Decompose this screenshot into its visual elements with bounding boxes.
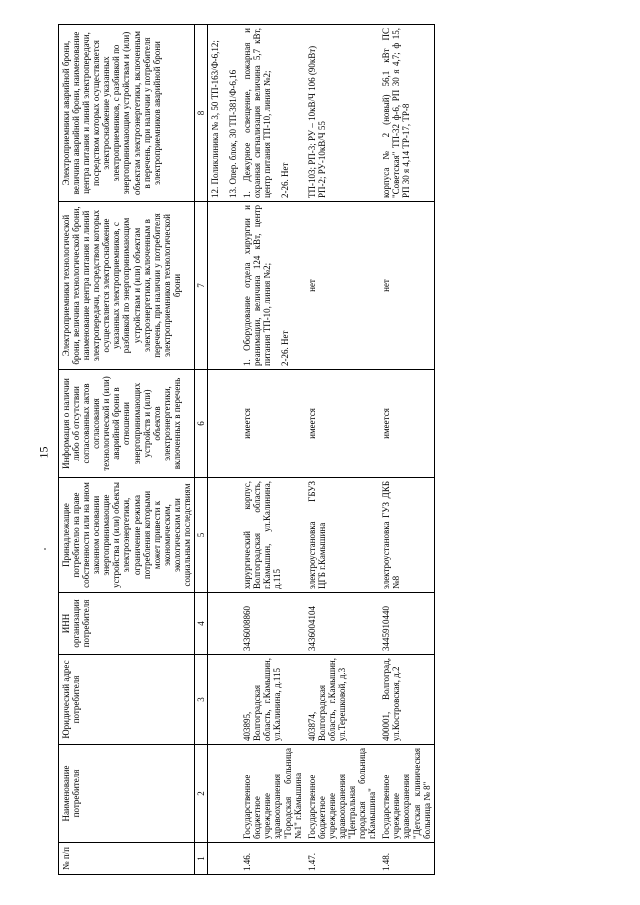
tech-reserve-cell <box>379 202 434 370</box>
page-number: 15 <box>36 446 51 459</box>
emergency-reserve-item: РП-2; РУ-10кВ/Ч 55 <box>316 121 327 198</box>
header-num: № п/п <box>59 843 195 875</box>
emergency-reserve-cell <box>379 25 434 202</box>
table-row <box>379 25 434 875</box>
emergency-reserve-cell <box>240 25 304 202</box>
emergency-reserve-item: 2-26. Нет <box>280 162 291 198</box>
tech-reserve-item: нет <box>381 279 392 292</box>
header-emergency-reserve: Электроприемники аварийной брони, величина аварийной брони, наименование центра питания и линий электропередачи, посредством которых осуществляется электроснабжение указанных электроприемников, с разбивкой по энергопринимающим устройствам и (или) объектам электроэнергетики, включенным в перечень, при наличии у потребителя электроприемников аварийной брони <box>59 25 195 202</box>
row-number: 1.46. <box>240 843 304 875</box>
column-number: 4 <box>195 593 208 655</box>
consumer-devices: хирургический корпус, Волгоградская область, г.Камышин, ул.Калинина, д.115 <box>240 478 304 593</box>
consumer-devices: электроустановка ГБУЗ ЦГБ г.Камышина <box>305 478 380 593</box>
column-number: 2 <box>195 745 208 843</box>
column-number: 8 <box>195 25 208 202</box>
row-number: 1.47. <box>305 843 380 875</box>
row-number: 1.48. <box>379 843 434 875</box>
header-acts: Информация о наличии либо об отсутствии согласованных актов согласования технологической и (или) аварийной брони в отношении энергопринимающих устройств и (или) объектов электроэнергетики, включенных в перечень <box>59 370 195 478</box>
header-name: Наименование потребителя <box>59 745 195 843</box>
continuation-emergency-cell <box>208 25 241 202</box>
emergency-reserve-cell <box>305 25 380 202</box>
tech-reserve-item: 2-26. Нет <box>280 330 291 366</box>
tech-reserve-cell <box>305 202 380 370</box>
table-row <box>240 25 304 875</box>
tech-reserve-cell <box>240 202 304 370</box>
column-number: 6 <box>195 370 208 478</box>
consumer-name: Государственное учреждение здравоохранения "Детская клиническая больница № 8" <box>379 745 434 843</box>
table-row <box>305 25 380 875</box>
tech-reserve-item: нет <box>306 279 317 292</box>
consumer-inn: 3436004104 <box>305 593 380 655</box>
column-number: 7 <box>195 202 208 370</box>
emergency-reserve-item: ТП-103; РП-3; РУ – 10кВ/Ч 106 (90кВт) <box>306 45 317 198</box>
consumer-name: Государственное бюджетное учреждение здравоохранения "Центральная городская больница г.Камышина" <box>305 745 380 843</box>
acts-status: имеется <box>379 370 434 478</box>
column-number-row <box>195 25 208 875</box>
column-number: 3 <box>195 655 208 745</box>
header-address: Юридический адрес потребителя <box>59 655 195 745</box>
continuation-row <box>208 25 241 875</box>
header-devices: Принадлежащие потребителю на праве собственности или на ином законном основании энергопринимающие устройства и (или) объекты электроэнергетики, ограничение режима потребления которыми может привести к экономическим, экологическим или социальным последствиям <box>59 478 195 593</box>
continuation-item: 12. Поликлиника № 3, 50 ТП-163/Ф-6,12; <box>210 40 221 198</box>
consumer-inn: 3436008860 <box>240 593 304 655</box>
column-number: 1 <box>195 843 208 875</box>
header-row <box>59 25 195 875</box>
acts-status: имеется <box>240 370 304 478</box>
consumer-name: Государственное бюджетное учреждение здравоохранения "Городская больница №1" г.Камышина <box>240 745 304 843</box>
header-inn: ИНН организации потребителя <box>59 593 195 655</box>
acts-status: имеется <box>305 370 380 478</box>
consumer-address: 400001, Волгоград, ул.Костровская, д.2 <box>379 655 434 745</box>
column-number: 5 <box>195 478 208 593</box>
consumer-table <box>58 24 435 875</box>
consumer-address: 403874, Волгоградская область, г.Камышин, ул.Терешковой, д.3 <box>305 655 380 745</box>
consumer-devices: электроустановка ГУЗ ДКБ №8 <box>379 478 434 593</box>
tech-reserve-item: 1. Оборудование отдела хирургии и реанимации, величина 124 кВт, центр питания ТП-10, линия №2; <box>242 205 273 366</box>
continuation-item: 13. Опер. блок, 30 ТП-381/Ф-6,16 <box>228 69 239 198</box>
consumer-address: 403895, Волгоградская область, г.Камышин, ул.Калинина, д.115 <box>240 655 304 745</box>
header-tech-reserve: Электроприемники технологической брони, величина технологической брони, наименование центра питания и линий электропередачи, посредством которых осуществляется электроснабжение указанных электроприемников, с разбивкой по энергопринимающим устройствам и (или) объектам электроэнергетики, включенным в перечень, при наличии у потребителя электроприемников технологической брони <box>59 202 195 370</box>
consumer-inn: 3445910440 <box>379 593 434 655</box>
emergency-reserve-item: корпуса № 2 (новый) 56,1 кВт ПС "Советская" ТП-32 ф-6, РП 30 я 4,7; ф 15, РП 30 я 4,14 ТР-17, ТР-8 <box>381 28 412 198</box>
emergency-reserve-item: 1. Дежурное освещение, пожарная и охранная сигнализация величина 5,7 кВт, центр питания ТП-10, линия №2; <box>242 28 273 198</box>
